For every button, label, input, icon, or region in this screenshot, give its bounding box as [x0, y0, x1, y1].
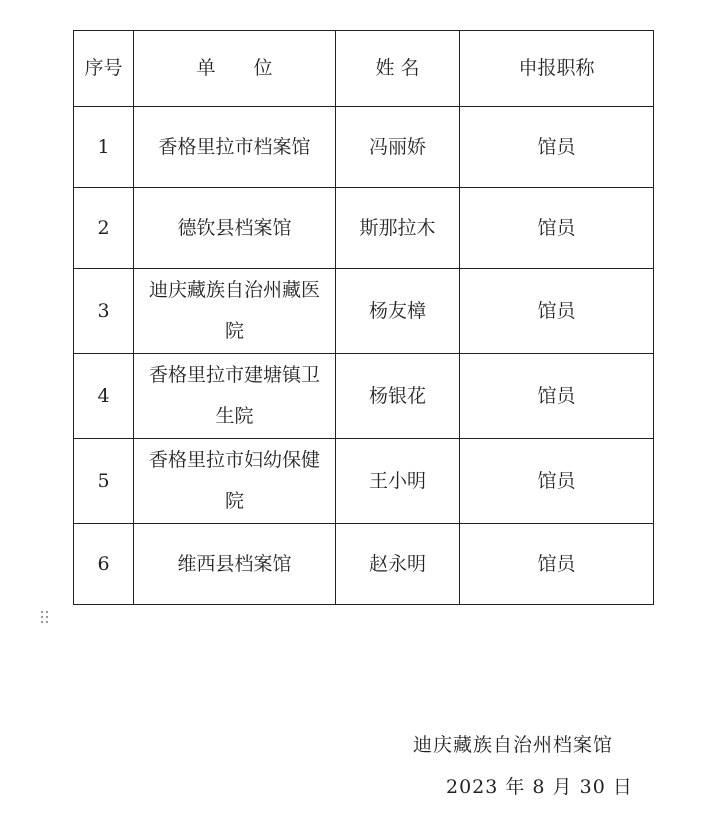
personnel-table [73, 30, 654, 605]
drag-handle-icon[interactable] [40, 610, 50, 624]
cell-serial-number: 6 [74, 524, 134, 605]
header-serial-number: 序号 [74, 31, 134, 107]
cell-title: 馆员 [460, 107, 654, 188]
cell-title: 馆员 [460, 524, 654, 605]
table-row [74, 354, 654, 439]
cell-serial-number: 3 [74, 269, 134, 354]
cell-serial-number: 5 [74, 439, 134, 524]
cell-name: 杨银花 [336, 354, 460, 439]
issue-date: 2023 年 8 月 30 日 [446, 776, 633, 798]
table-row [74, 269, 654, 354]
cell-serial-number: 2 [74, 188, 134, 269]
cell-unit: 迪庆藏族自治州藏医院 [134, 269, 336, 354]
table-header-row [74, 31, 654, 107]
header-unit: 单 位 [134, 31, 336, 107]
cell-title: 馆员 [460, 439, 654, 524]
cell-unit: 香格里拉市妇幼保健院 [134, 439, 336, 524]
cell-unit: 维西县档案馆 [134, 524, 336, 605]
cell-unit: 德钦县档案馆 [134, 188, 336, 269]
header-title: 申报职称 [460, 31, 654, 107]
table-row [74, 524, 654, 605]
cell-name: 王小明 [336, 439, 460, 524]
cell-name: 杨友樟 [336, 269, 460, 354]
cell-title: 馆员 [460, 354, 654, 439]
table-row [74, 439, 654, 524]
cell-name: 赵永明 [336, 524, 460, 605]
issuing-organization: 迪庆藏族自治州档案馆 [413, 734, 614, 756]
cell-serial-number: 4 [74, 354, 134, 439]
table-row [74, 188, 654, 269]
table-row [74, 107, 654, 188]
cell-serial-number: 1 [74, 107, 134, 188]
cell-unit: 香格里拉市档案馆 [134, 107, 336, 188]
cell-name: 冯丽娇 [336, 107, 460, 188]
cell-unit: 香格里拉市建塘镇卫生院 [134, 354, 336, 439]
cell-title: 馆员 [460, 188, 654, 269]
cell-title: 馆员 [460, 269, 654, 354]
cell-name: 斯那拉木 [336, 188, 460, 269]
header-name: 姓 名 [336, 31, 460, 107]
